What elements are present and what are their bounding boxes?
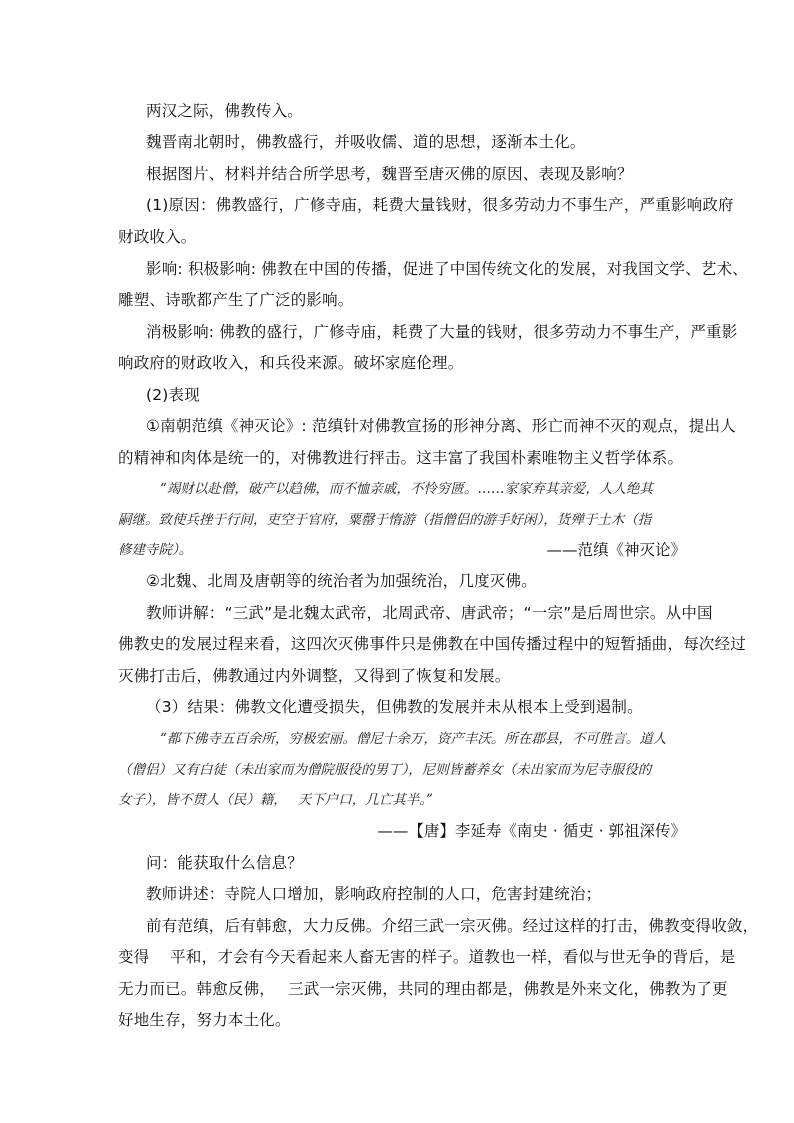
quote-line: “都下佛寺五百余所，穷极宏丽。僧尼十余万，资产丰沃。所在郡县，不可胜言。道人 [160,731,667,747]
paragraph-line: 佛教史的发展过程来看，这四次灭佛事件只是佛教在中国传播过程中的短暂插曲，每次经过 [118,635,747,653]
paragraph-line: 教师讲解：“三武”是北魏太武帝，北周武帝、唐武帝；“一宗”是后周世宗。从中国 [146,604,713,622]
paragraph-line: 前有范缜，后有韩愈，大力反佛。介绍三武一宗灭佛。经过这样的打击，佛教变得收敛， [146,917,759,935]
paragraph-line: 两汉之际，佛教传入。 [146,102,304,120]
quote-source: ——【唐】李延寿《南史 · 循吏 · 郭祖深传》 [377,822,686,840]
quote-source: ——范缜《神灭论》 [546,541,686,559]
paragraph-line: 根据图片、材料并结合所学思考，魏晋至唐灭佛的原因、表现及影响？ [146,165,633,183]
paragraph-line: 的精神和肉体是统一的，对佛教进行抨击。这丰富了我国朴素唯物主义哲学体系。 [118,449,684,467]
paragraph-line: 消极影响: 佛教的盛行，广修寺庙，耗费了大量的钱财，很多劳动力不事生产，严重影 [146,323,738,341]
section-heading: (2)表现 [146,386,200,404]
paragraph-line: 灭佛打击后，佛教通过内外调整，又得到了恢复和发展。 [118,667,511,685]
quote-line: 修建寺院）。 [118,542,193,558]
paragraph-line: （3）结果：佛教文化遭受损失，但佛教的发展并未从根本上受到遏制。 [146,698,643,716]
paragraph-line: 魏晋南北朝时，佛教盛行，并吸收儒、道的思想，逐渐本土化。 [146,133,586,151]
question-line: 问：能获取什么信息？ [146,854,304,872]
paragraph-line: 响政府的财政收入，和兵役来源。破坏家庭伦理。 [118,354,464,372]
paragraph-line: (1)原因：佛教盛行，广修寺庙，耗费大量钱财，很多劳动力不事生产，严重影响政府 [146,196,734,214]
quote-line: “竭财以赴僧，破产以趋佛，而不恤亲戚，不怜穷匮。……家家弃其亲爱，人人绝其 [160,481,653,497]
paragraph-line: 无力而已。韩愈反佛， 三武一宗灭佛，共同的理由都是，佛教是外来文化，佛教为了更 [118,980,728,998]
quote-line: 嗣继。致使兵挫于行间，吏空于官府，粟罄于惰游（指僧侣的游手好闲），货殚于土木（指 [118,512,652,528]
paragraph-line: 雕塑、诗歌都产生了广泛的影响。 [118,291,354,309]
paragraph-line: ①南朝范缜《神灭论》: 范缜针对佛教宣扬的形神分离、形亡而神不灭的观点，提出人 [146,417,736,435]
quote-line: （僧侣）又有白徒（未出家而为僧院服役的男丁），尼则皆蓄养女（未出家而为尼寺服役的 [118,762,652,778]
paragraph-line: 变得 平和，才会有今天看起来人畜无害的样子。道教也一样，看似与世无争的背后，是 [118,948,736,966]
paragraph-line: 好地生存，努力本土化。 [118,1011,291,1029]
paragraph-line: 教师讲述：寺院人口增加，影响政府控制的人口，危害封建统治； [146,885,602,903]
paragraph-line: ②北魏、北周及唐朝等的统治者为加强统治，几度灭佛。 [146,572,537,590]
paragraph-line: 财政收入。 [118,228,197,246]
paragraph-line: 影响: 积极影响: 佛教在中国的传播，促进了中国传统文化的发展，对我国文学、艺术、 [146,260,749,278]
quote-line: 女子），皆不贯人（民）籍， 天下户口，几亡其半。” [118,792,433,808]
